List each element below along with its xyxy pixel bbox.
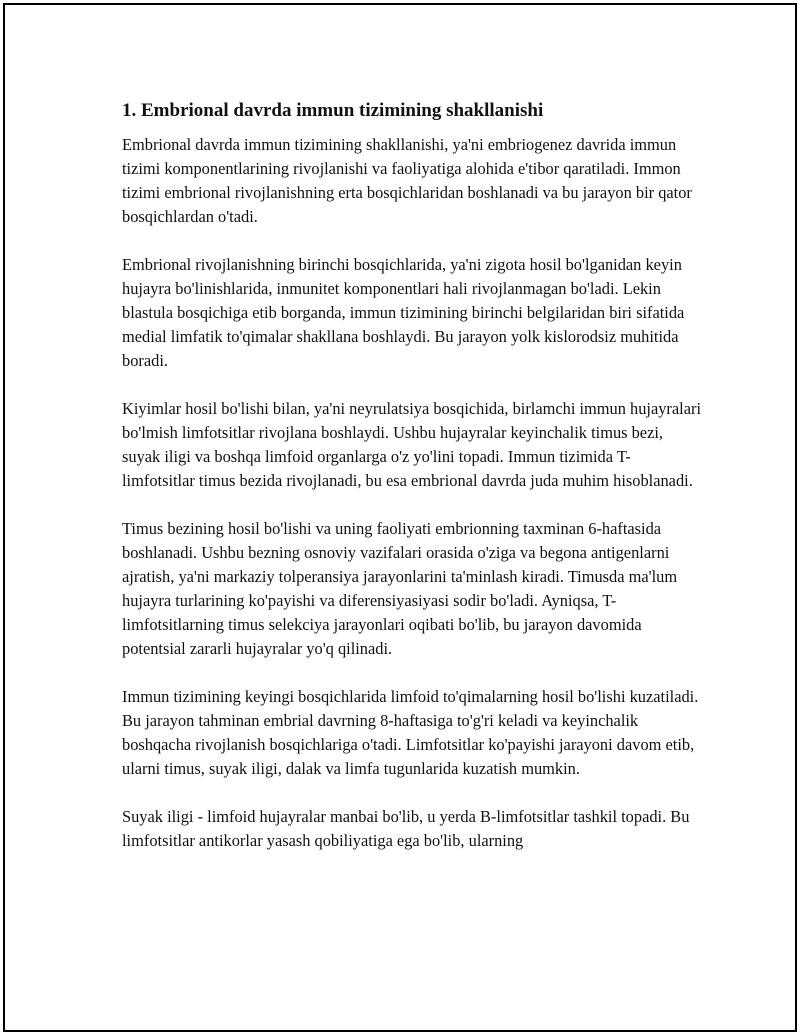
section-heading: 1. Embrional davrda immun tizimining shakllanishi	[122, 100, 544, 121]
paragraph-3: Kiyimlar hosil bo'lishi bilan, ya'ni neyrulatsiya bosqichida, birlamchi immun hujayralari bo'lmish limfotsitlar rivojlana boshlaydi. Ushbu hujayralar keyinchalik timus bezi, suyak iligi va boshqa limfoid organlarga o'z yo'lini topadi. Immun tizimida T-limfotsitlar timus bezida rivojlanadi, bu esa embrional davrda juda muhim hisoblanadi.	[122, 399, 702, 490]
document-body	[122, 97, 702, 877]
paragraph-5: Immun tizimining keyingi bosqichlarida limfoid to'qimalarning hosil bo'lishi kuzatiladi. Bu jarayon tahminan embrial davrning 8-haftasiga to'g'ri keladi va keyinchalik boshqacha rivojlanish bosqichlariga o'tadi. Limfotsitlar ko'payishi jarayoni davom etib, ularni timus, suyak iligi, dalak va limfa tugunlarida kuzatish mumkin.	[122, 687, 699, 778]
paragraph-1: Embrional davrda immun tizimining shakllanishi, ya'ni embriogenez davrida immun tizimi komponentlarining rivojlanishi va faoliyatiga alohida e'tibor qaratiladi. Immon tizimi embrional rivojlanishning erta bosqichlaridan boshlanadi va bu jarayon bir qator bosqichlardan o'tadi.	[122, 135, 692, 226]
paragraph-2: Embrional rivojlanishning birinchi bosqichlarida, ya'ni zigota hosil bo'lganidan keyin hujayra bo'linishlarida, inmunitet komponentlari hali rivojlanmagan bo'ladi. Lekin blastula bosqichiga etib borganda, immun tizimining birinchi belgilaridan biri sifatida medial limfatik to'qimalar shakllana boshlaydi. Bu jarayon yolk kislorodsiz muhitida boradi.	[122, 255, 685, 370]
page-frame	[3, 3, 797, 1032]
paragraph-4: Timus bezining hosil bo'lishi va uning faoliyati embrionning taxminan 6-haftasida boshlanadi. Ushbu bezning osnoviy vazifalari orasida o'ziga va begona antigenlarni ajratish, ya'ni markaziy tolperansiya jarayonlarini ta'minlash kiradi. Timusda ma'lum hujayra turlarining ko'payishi va diferensiyasiyasi sodir bo'ladi. Ayniqsa, T-limfotsitlarning timus selekciya jarayonlari oqibati bo'lib, bu jarayon davomida potentsial zararli hujayralar yo'q qilinadi.	[122, 519, 678, 658]
paragraph-6: Suyak iligi - limfoid hujayralar manbai bo'lib, u yerda B-limfotsitlar tashkil topadi. Bu limfotsitlar antikorlar yasash qobiliyatiga ega bo'lib, ularning	[122, 807, 690, 850]
